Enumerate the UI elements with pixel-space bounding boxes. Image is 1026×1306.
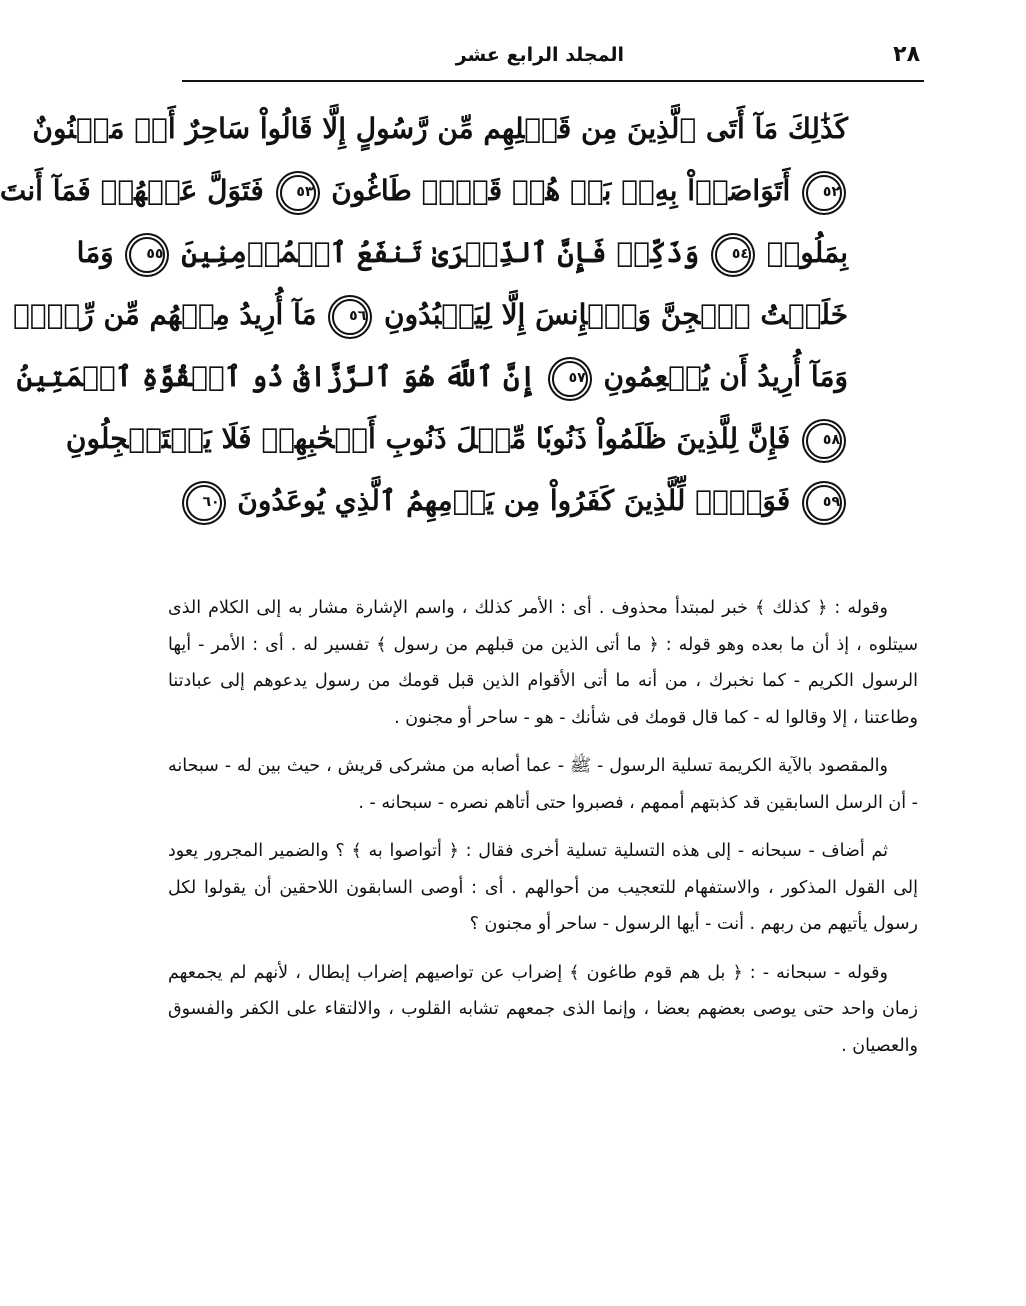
commentary-paragraph xyxy=(168,955,918,1065)
verse-text: فَتَوَلَّ عَنۡهُمۡ فَمَآ أَنتَ xyxy=(0,174,264,207)
ayah-number-marker: ٦٠ xyxy=(186,485,222,521)
paragraph-text: ثم أضاف - سبحانه - إلى هذه التسلية تسلية أخرى فقال : ﴿ أتواصوا به ﴾ ؟ والضمير المجرور يعود إلى القول المذكور ، والاستفهام للتعجيب من أحوالهم . أى : أوصى السابقون اللاحقين أن يقولوا لكل رسول يأتيهم من ربهم . أنت - أيها الرسول - ساحر أو مجنون ؟ xyxy=(168,841,918,934)
quran-verses-block xyxy=(0,98,848,532)
verse-text: فَإِنَّ لِلَّذِينَ ظَلَمُواْ ذَنُوبٗا مِّثۡلَ ذَنُوبِ أَصۡحَٰبِهِمۡ فَلَا يَسۡتَعۡجِلُونِ xyxy=(65,422,791,455)
verse-text: وَمَا xyxy=(76,236,114,269)
commentary-paragraph xyxy=(168,833,918,943)
verse-text: إِنَّ ٱللَّهَ هُوَ ٱلرَّزَّاقُ ذُو ٱلۡقُوَّةِ ٱلۡمَتِينُ xyxy=(16,360,536,393)
verse-line xyxy=(202,470,848,532)
ayah-number-marker: ٥٩ xyxy=(806,485,842,521)
verse-text: مَآ أُرِيدُ مِنۡهُم مِّن رِّزۡقٖ xyxy=(13,298,317,331)
verse-line xyxy=(16,346,848,408)
commentary-block xyxy=(168,590,918,1076)
ayah-number-marker: ٥٤ xyxy=(715,237,751,273)
paragraph-text: وقوله - سبحانه - : ﴿ بل هم قوم طاغون ﴾ إضراب عن تواصيهم إضراب إبطال ، لأنهم لم يجمعهم زمان واحد حتى يوصى بعضهم بعضا ، وإنما الذى جمعهم تشابه القلوب ، والالتقاء على الكفر والفسوق والعصيان . xyxy=(168,962,918,1056)
verse-text: فَوَيۡلٞ لِّلَّذِينَ كَفَرُواْ مِن يَوۡمِهِمُ ٱلَّذِي يُوعَدُونَ xyxy=(237,484,791,517)
verse-line xyxy=(65,408,848,470)
verse-line xyxy=(32,98,848,160)
paragraph-text: والمقصود بالآية الكريمة تسلية الرسول - ﷺ - عما أصابه من مشركى قريش ، حيث بين له - سبحانه - أن الرسل السابقين قد كذبتهم أممهم ، فصبروا حتى أتاهم نصره - سبحانه - . xyxy=(168,756,918,813)
verse-text: أَتَوَاصَوۡاْ بِهِۦۚ بَلۡ هُمۡ قَوۡمٞ طَاغُونَ xyxy=(331,174,791,207)
verse-line xyxy=(76,222,848,284)
running-title: المجلد الرابع عشر xyxy=(455,44,624,66)
verse-text: بِمَلُومٖ xyxy=(766,236,848,269)
commentary-paragraph xyxy=(168,748,918,821)
commentary-paragraph xyxy=(168,590,918,736)
verse-text: وَمَآ أُرِيدُ أَن يُطۡعِمُونِ xyxy=(603,360,848,393)
ayah-number-marker: ٥٥ xyxy=(129,237,165,273)
page-header xyxy=(182,40,924,82)
verse-text: خَلَقۡتُ ٱلۡجِنَّ وَٱلۡإِنسَ إِلَّا لِيَعۡبُدُونِ xyxy=(384,298,848,331)
page-number: ٢٨ xyxy=(893,42,920,67)
verse-text: كَذَٰلِكَ مَآ أَتَى ٱلَّذِينَ مِن قَبۡلِهِم مِّن رَّسُولٍ إِلَّا قَالُواْ سَاحِرٌ أَوۡ مَجۡنُونٌ xyxy=(32,112,848,145)
ayah-number-marker: ٥٣ xyxy=(280,175,316,211)
ayah-number-marker: ٥٨ xyxy=(806,423,842,459)
verse-line xyxy=(0,160,848,222)
paragraph-text: وقوله : ﴿ كذلك ﴾ خبر لمبتدأ محذوف . أى : الأمر كذلك ، واسم الإشارة مشار به إلى الكلام الذى سيتلوه ، إذ أن ما بعده وهو قوله : ﴿ ما أتى الذين من قبلهم من رسول ﴾ تفسير له . أى : الأمر - أيها الرسول الكريم - كما نخبرك ، من أنه ما أتى الأقوام الذين قبل قومك من رسول يدعوهم إلى عبادتنا وطاعتنا ، إلا وقالوا له - كما قال قومك فى شأنك - هو - ساحر أو مجنون . xyxy=(168,598,918,728)
verse-line xyxy=(13,284,848,346)
ayah-number-marker: ٥٦ xyxy=(332,299,368,335)
ayah-number-marker: ٥٧ xyxy=(552,361,588,397)
ayah-number-marker: ٥٢ xyxy=(806,175,842,211)
verse-text: وَذَكِّرۡ فَإِنَّ ٱلذِّكۡرَىٰ تَنفَعُ ٱلۡمُؤۡمِنِينَ xyxy=(181,236,700,269)
